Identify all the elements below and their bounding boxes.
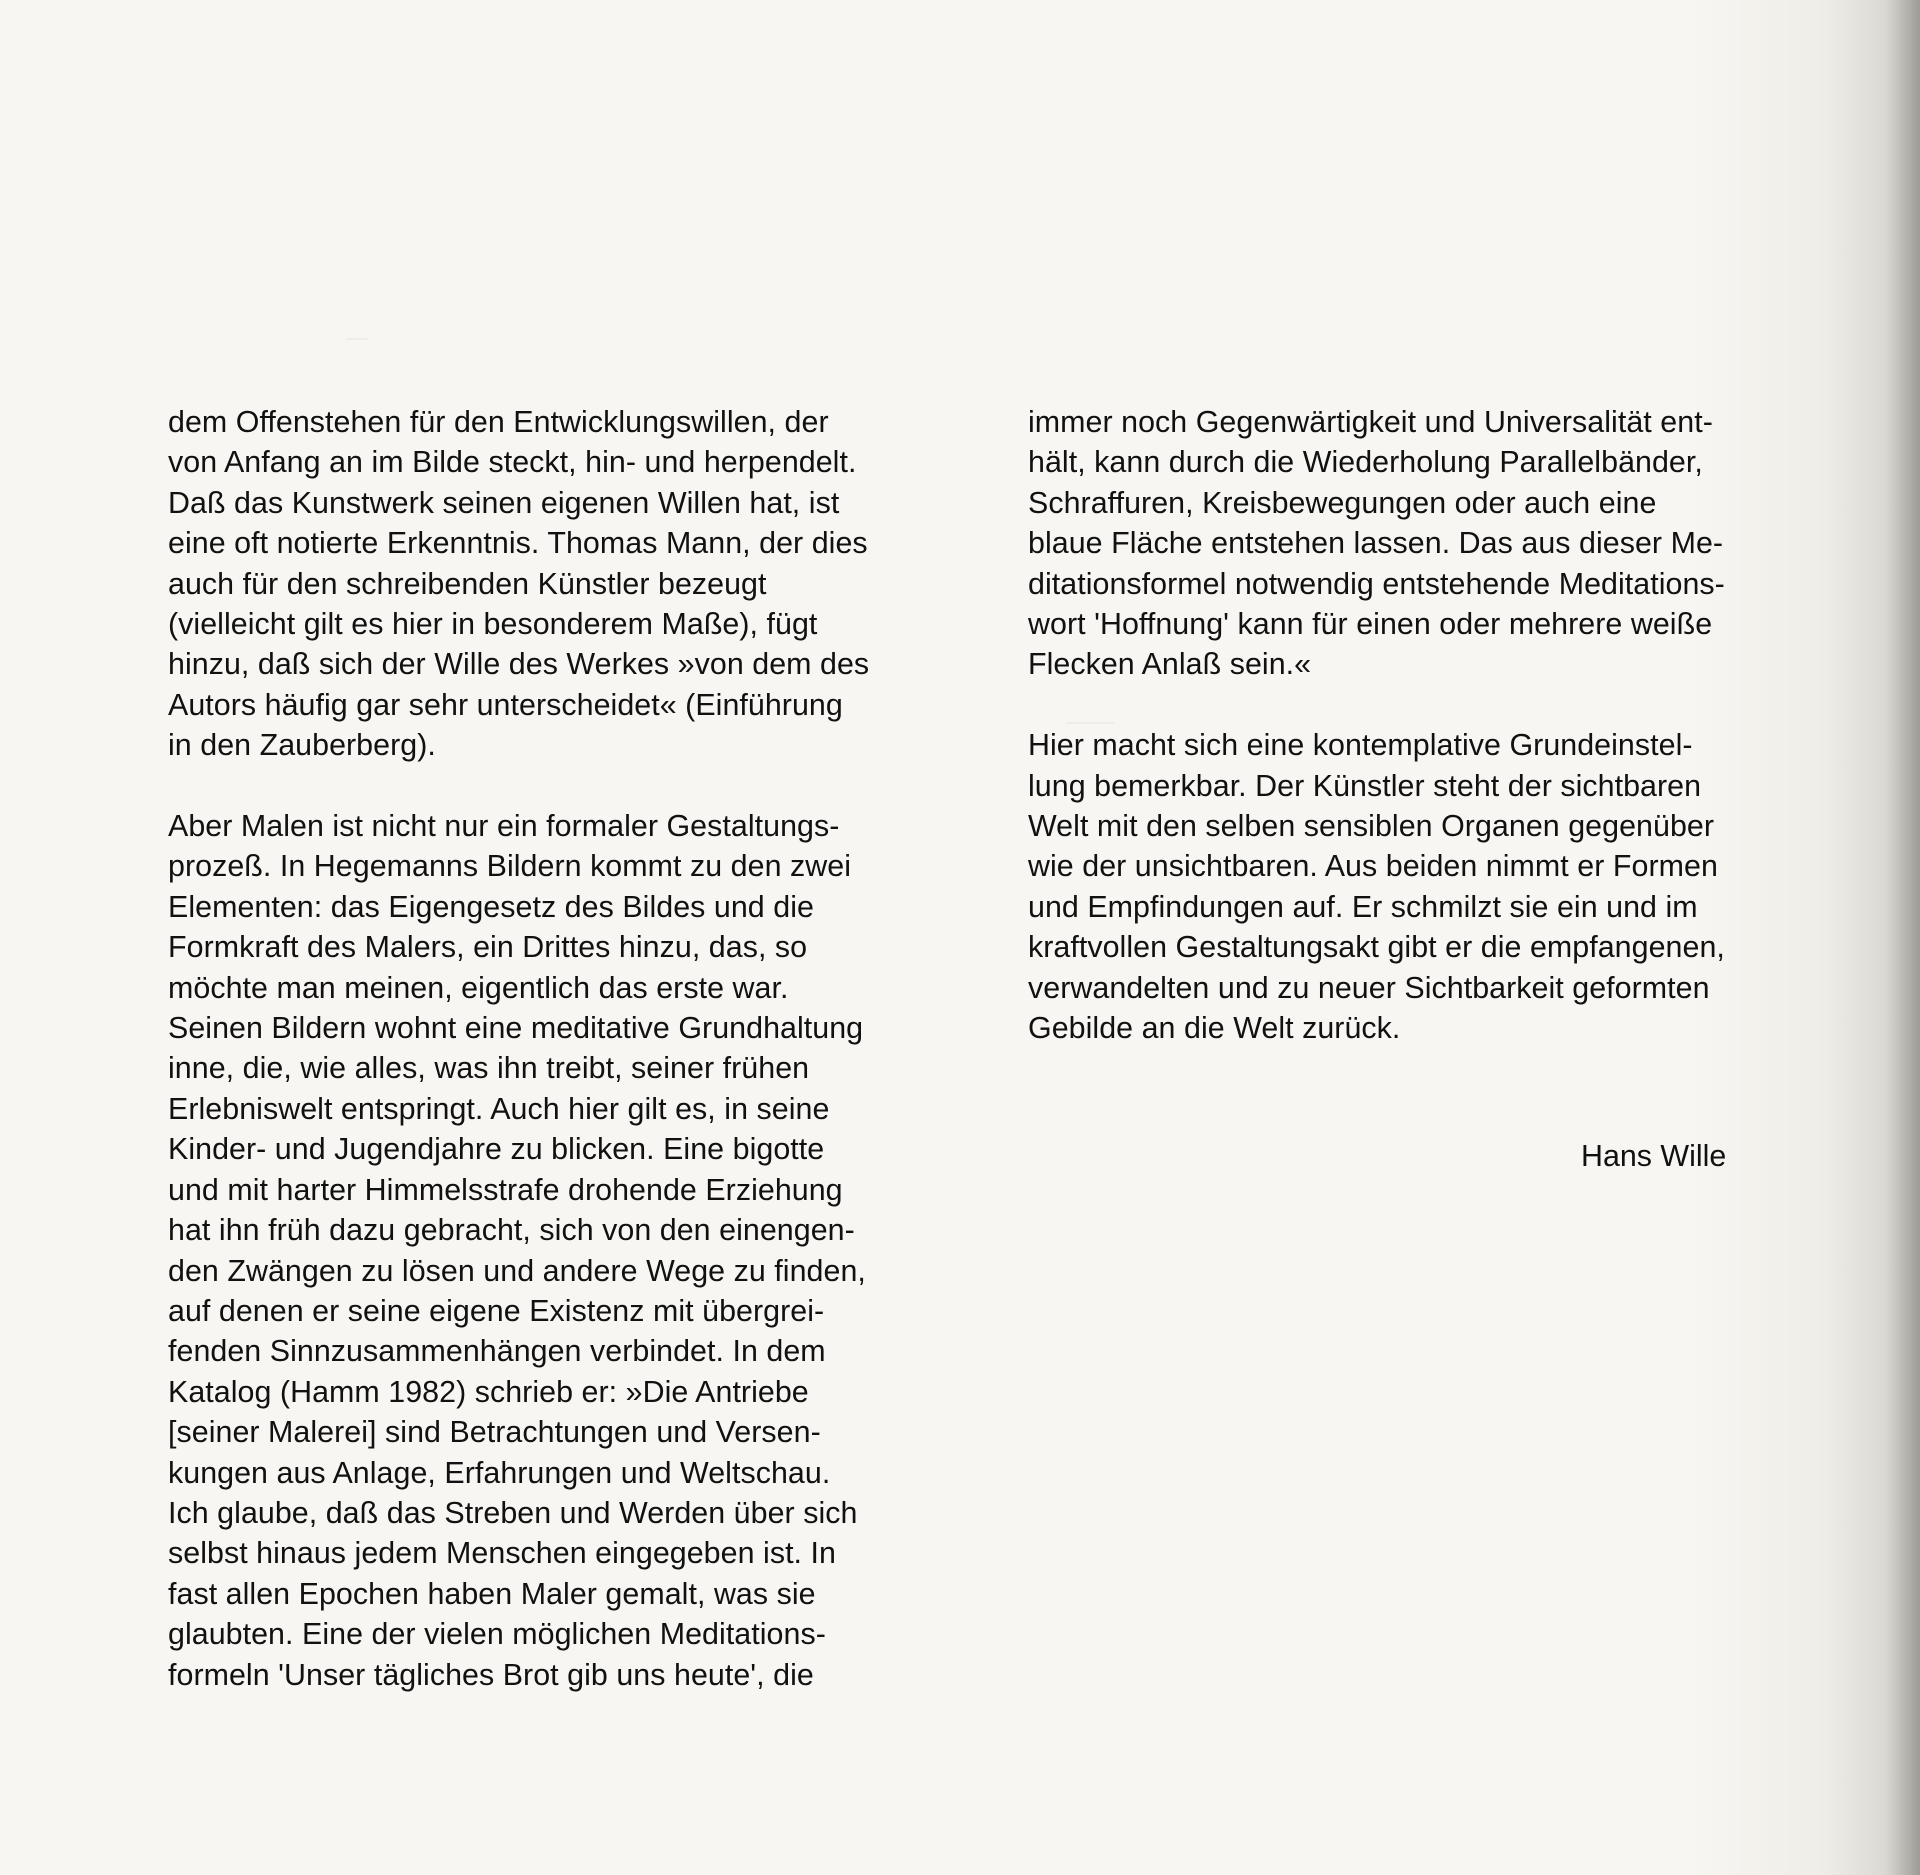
text-line: Erlebniswelt entspringt. Auch hier gilt es, in seine	[168, 1091, 830, 1126]
text-line: fast allen Epochen haben Maler gemalt, was sie	[168, 1576, 816, 1611]
text-line: Daß das Kunstwerk seinen eigenen Willen hat, ist	[168, 485, 840, 520]
text-line: Katalog (Hamm 1982) schrieb er: »Die Antriebe	[168, 1374, 809, 1409]
text-line: und mit harter Himmelsstrafe drohende Erziehung	[168, 1172, 843, 1207]
text-line: Hier macht sich eine kontemplative Grundeinstel-	[1028, 728, 1693, 763]
text-line: in den Zauberberg).	[168, 728, 436, 763]
text-line: formeln 'Unser tägliches Brot gib uns heute', die	[168, 1657, 814, 1692]
text-line: lung bemerkbar. Der Künstler steht der sichtbaren	[1028, 768, 1702, 803]
text-line: den Zwängen zu lösen und andere Wege zu finden,	[168, 1253, 866, 1288]
left-text-column	[168, 402, 958, 1695]
right-paragraph-1	[1028, 402, 1828, 685]
text-line: eine oft notierte Erkenntnis. Thomas Mann, der dies	[168, 526, 868, 561]
text-line: Autors häufig gar sehr unterscheidet« (Einführung	[168, 687, 843, 722]
text-line: fenden Sinnzusammenhängen verbindet. In dem	[168, 1334, 826, 1369]
text-line: ditationsformel notwendig entstehende Meditations-	[1028, 566, 1725, 601]
text-line: kraftvollen Gestaltungsakt gibt er die empfangenen,	[1028, 930, 1725, 965]
left-paragraph-2	[168, 806, 958, 1695]
text-line: (vielleicht gilt es hier in besonderem Maße), fügt	[168, 607, 818, 642]
text-line: wort 'Hoffnung' kann für einen oder mehrere weiße	[1028, 607, 1713, 642]
text-line: Formkraft des Malers, ein Drittes hinzu, das, so	[168, 930, 808, 965]
book-spine-shadow	[1886, 0, 1920, 1875]
text-line: von Anfang an im Bilde steckt, hin- und herpendelt.	[168, 445, 857, 480]
text-line: Elementen: das Eigengesetz des Bildes und die	[168, 889, 814, 924]
text-line: Welt mit den selben sensiblen Organen gegenüber	[1028, 809, 1715, 844]
text-line: hinzu, daß sich der Wille des Werkes »von dem des	[168, 647, 870, 682]
right-paragraph-2	[1028, 725, 1828, 1048]
text-line: Aber Malen ist nicht nur ein formaler Gestaltungs-	[168, 809, 840, 844]
text-line: glaubten. Eine der vielen möglichen Meditations-	[168, 1617, 826, 1652]
text-line: wie der unsichtbaren. Aus beiden nimmt er Formen	[1028, 849, 1718, 884]
author-signature: Hans Wille	[1581, 1139, 1727, 1173]
text-line: und Empfindungen auf. Er schmilzt sie ein und im	[1028, 889, 1698, 924]
text-line: dem Offenstehen für den Entwicklungswillen, der	[168, 405, 829, 439]
text-line: inne, die, wie alles, was ihn treibt, seiner frühen	[168, 1051, 810, 1086]
right-text-column	[1028, 402, 1828, 1048]
text-line: blaue Fläche entstehen lassen. Das aus dieser Me-	[1028, 526, 1724, 561]
text-line: Kinder- und Jugendjahre zu blicken. Eine bigotte	[168, 1132, 825, 1167]
faint-bleed-mark	[346, 338, 368, 340]
text-line: kungen aus Anlage, Erfahrungen und Weltschau.	[168, 1455, 831, 1490]
text-line: verwandelten und zu neuer Sichtbarkeit geformten	[1028, 970, 1710, 1005]
text-line: möchte man meinen, eigentlich das erste war.	[168, 970, 789, 1005]
text-line: Ich glaube, daß das Streben und Werden über sich	[168, 1495, 858, 1530]
text-line: Flecken Anlaß sein.«	[1028, 647, 1312, 682]
text-line: Schraffuren, Kreisbewegungen oder auch eine	[1028, 485, 1657, 520]
left-paragraph-1	[168, 402, 958, 766]
text-line: Gebilde an die Welt zurück.	[1028, 1011, 1401, 1046]
text-line: selbst hinaus jedem Menschen eingegeben ist. In	[168, 1536, 836, 1571]
text-line: Seinen Bildern wohnt eine meditative Grundhaltung	[168, 1011, 864, 1046]
text-line: auf denen er seine eigene Existenz mit übergrei-	[168, 1293, 825, 1328]
text-line: hält, kann durch die Wiederholung Parallelbänder,	[1028, 445, 1703, 480]
text-line: auch für den schreibenden Künstler bezeugt	[168, 566, 767, 601]
text-line: [seiner Malerei] sind Betrachtungen und Versen-	[168, 1415, 821, 1450]
text-line: hat ihn früh dazu gebracht, sich von den einengen-	[168, 1213, 855, 1248]
text-line: prozeß. In Hegemanns Bildern kommt zu den zwei	[168, 849, 852, 884]
text-line: immer noch Gegenwärtigkeit und Universalität ent-	[1028, 405, 1713, 439]
